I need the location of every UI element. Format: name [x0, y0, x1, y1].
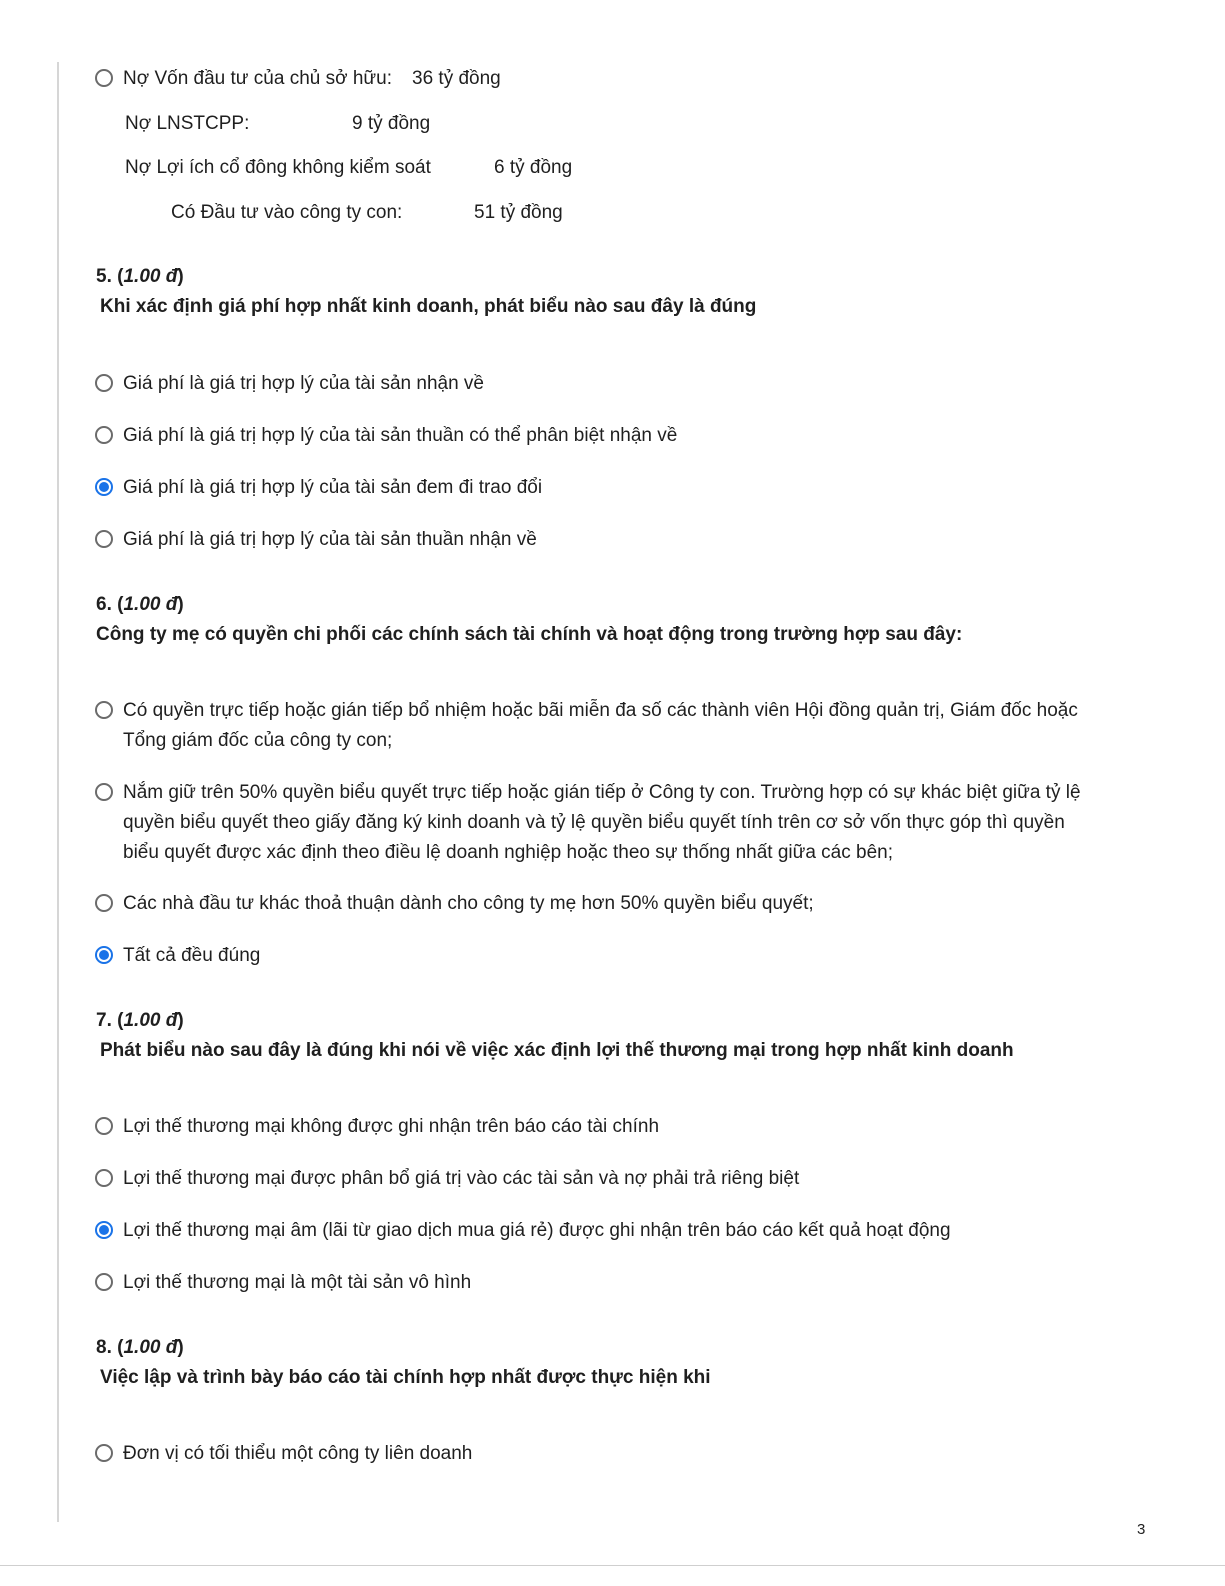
option-q7-d[interactable]	[95, 1268, 471, 1298]
question-7-header: 7. (1.00 đ)	[96, 1010, 184, 1031]
option-label: Nợ Vốn đầu tư của chủ sở hữu:	[123, 68, 392, 89]
radio-button[interactable]	[95, 1117, 113, 1135]
radio-button[interactable]	[95, 1273, 113, 1291]
option-q7-a[interactable]	[95, 1112, 659, 1142]
question-points: 1.00 đ	[123, 266, 178, 287]
option-label: Lợi thế thương mại được phân bổ giá trị vào các tài sản và nợ phải trả riêng biệt	[123, 1168, 800, 1189]
option-label: Đơn vị có tối thiểu một công ty liên doanh	[123, 1443, 473, 1464]
entry-value: 51 tỷ đồng	[474, 202, 563, 223]
question-text: Khi xác định giá phí hợp nhất kinh doanh, phát biểu nào sau đây là đúng	[100, 296, 757, 317]
page-number: 3	[1137, 1521, 1146, 1538]
radio-button[interactable]	[95, 426, 113, 444]
question-number: 6.	[96, 594, 112, 615]
option-label: Lợi thế thương mại là một tài sản vô hình	[123, 1272, 472, 1293]
option-label: Giá phí là giá trị hợp lý của tài sản thuần nhận về	[123, 529, 537, 550]
entry-label: Có Đầu tư vào công ty con:	[171, 202, 403, 223]
option-label: Giá phí là giá trị hợp lý của tài sản nhận về	[123, 373, 484, 394]
radio-button[interactable]	[95, 894, 113, 912]
option-q8-a[interactable]	[95, 1439, 472, 1469]
question-text: Phát biểu nào sau đây là đúng khi nói về việc xác định lợi thế thương mại trong hợp nhất kinh doanh	[100, 1040, 1014, 1061]
question-points: 1.00 đ	[123, 594, 178, 615]
option-q5-c[interactable]	[95, 473, 542, 503]
radio-button[interactable]	[95, 1169, 113, 1187]
question-text: Việc lập và trình bày báo cáo tài chính hợp nhất được thực hiện khi	[100, 1367, 711, 1388]
option-label: Lợi thế thương mại âm (lãi từ giao dịch mua giá rẻ) được ghi nhận trên báo cáo kết quả hoạt động	[123, 1220, 951, 1241]
entry-label: Nợ LNSTCPP:	[125, 113, 250, 134]
option-q5-b[interactable]	[95, 421, 677, 451]
question-5-header: 5. (1.00 đ)	[96, 266, 184, 287]
question-points: 1.00 đ	[123, 1010, 178, 1031]
radio-button[interactable]	[95, 1444, 113, 1462]
option-q5-d[interactable]	[95, 525, 537, 555]
question-6-header: 6. (1.00 đ)	[96, 594, 184, 615]
question-number: 8.	[96, 1337, 112, 1358]
option-label: Giá phí là giá trị hợp lý của tài sản đem đi trao đổi	[123, 477, 543, 498]
option-label: Nắm giữ trên 50% quyền biểu quyết trực tiếp hoặc gián tiếp ở Công ty con. Trường hợp có sự khác biệt giữa tỷ lệ quyền biểu quyết theo giấy đăng ký kinh doanh và tỷ lệ quyền biểu quyết tính trên cơ sở vốn thực góp thì quyền biểu quyết được xác định theo điều lệ doanh nghiệp hoặc theo sự thống nhất giữa các bên;	[123, 782, 1081, 863]
radio-button[interactable]	[95, 701, 113, 719]
option-q6-d[interactable]	[95, 941, 260, 971]
option-label: Lợi thế thương mại không được ghi nhận trên báo cáo tài chính	[123, 1116, 660, 1137]
option-q5-a[interactable]	[95, 369, 484, 399]
entry-value: 6 tỷ đồng	[494, 157, 573, 178]
question-number: 5.	[96, 266, 112, 287]
option-label: Giá phí là giá trị hợp lý của tài sản thuần có thể phân biệt nhận về	[123, 425, 678, 446]
radio-button[interactable]	[95, 783, 113, 801]
option-q6-a[interactable]	[95, 696, 1105, 756]
option-q6-c[interactable]	[95, 889, 814, 919]
radio-button-selected[interactable]	[95, 946, 113, 964]
option-value: 36 tỷ đồng	[412, 68, 501, 89]
page-bottom-divider	[0, 1565, 1225, 1586]
option-q7-c[interactable]	[95, 1216, 951, 1246]
option-q6-b[interactable]	[95, 778, 1095, 868]
option-label: Các nhà đầu tư khác thoả thuận dành cho công ty mẹ hơn 50% quyền biểu quyết;	[123, 893, 814, 914]
option-q4-von-dau-tu[interactable]	[95, 64, 392, 94]
option-label: Tất cả đều đúng	[123, 945, 261, 966]
entry-label: Nợ Lợi ích cổ đông không kiểm soát	[125, 157, 431, 178]
radio-button[interactable]	[95, 69, 113, 87]
radio-button-selected[interactable]	[95, 478, 113, 496]
left-margin-rule	[57, 62, 59, 1522]
radio-button-selected[interactable]	[95, 1221, 113, 1239]
question-points: 1.00 đ	[123, 1337, 178, 1358]
entry-value: 9 tỷ đồng	[352, 113, 431, 134]
question-8-header: 8. (1.00 đ)	[96, 1337, 184, 1358]
option-q7-b[interactable]	[95, 1164, 799, 1194]
radio-button[interactable]	[95, 374, 113, 392]
question-text: Công ty mẹ có quyền chi phối các chính sách tài chính và hoạt động trong trường hợp sau đây:	[96, 624, 963, 645]
question-number: 7.	[96, 1010, 112, 1031]
radio-button[interactable]	[95, 530, 113, 548]
option-label: Có quyền trực tiếp hoặc gián tiếp bổ nhiệm hoặc bãi miễn đa số các thành viên Hội đồng quản trị, Giám đốc hoặc Tổng giám đốc của công ty con;	[123, 700, 1078, 751]
